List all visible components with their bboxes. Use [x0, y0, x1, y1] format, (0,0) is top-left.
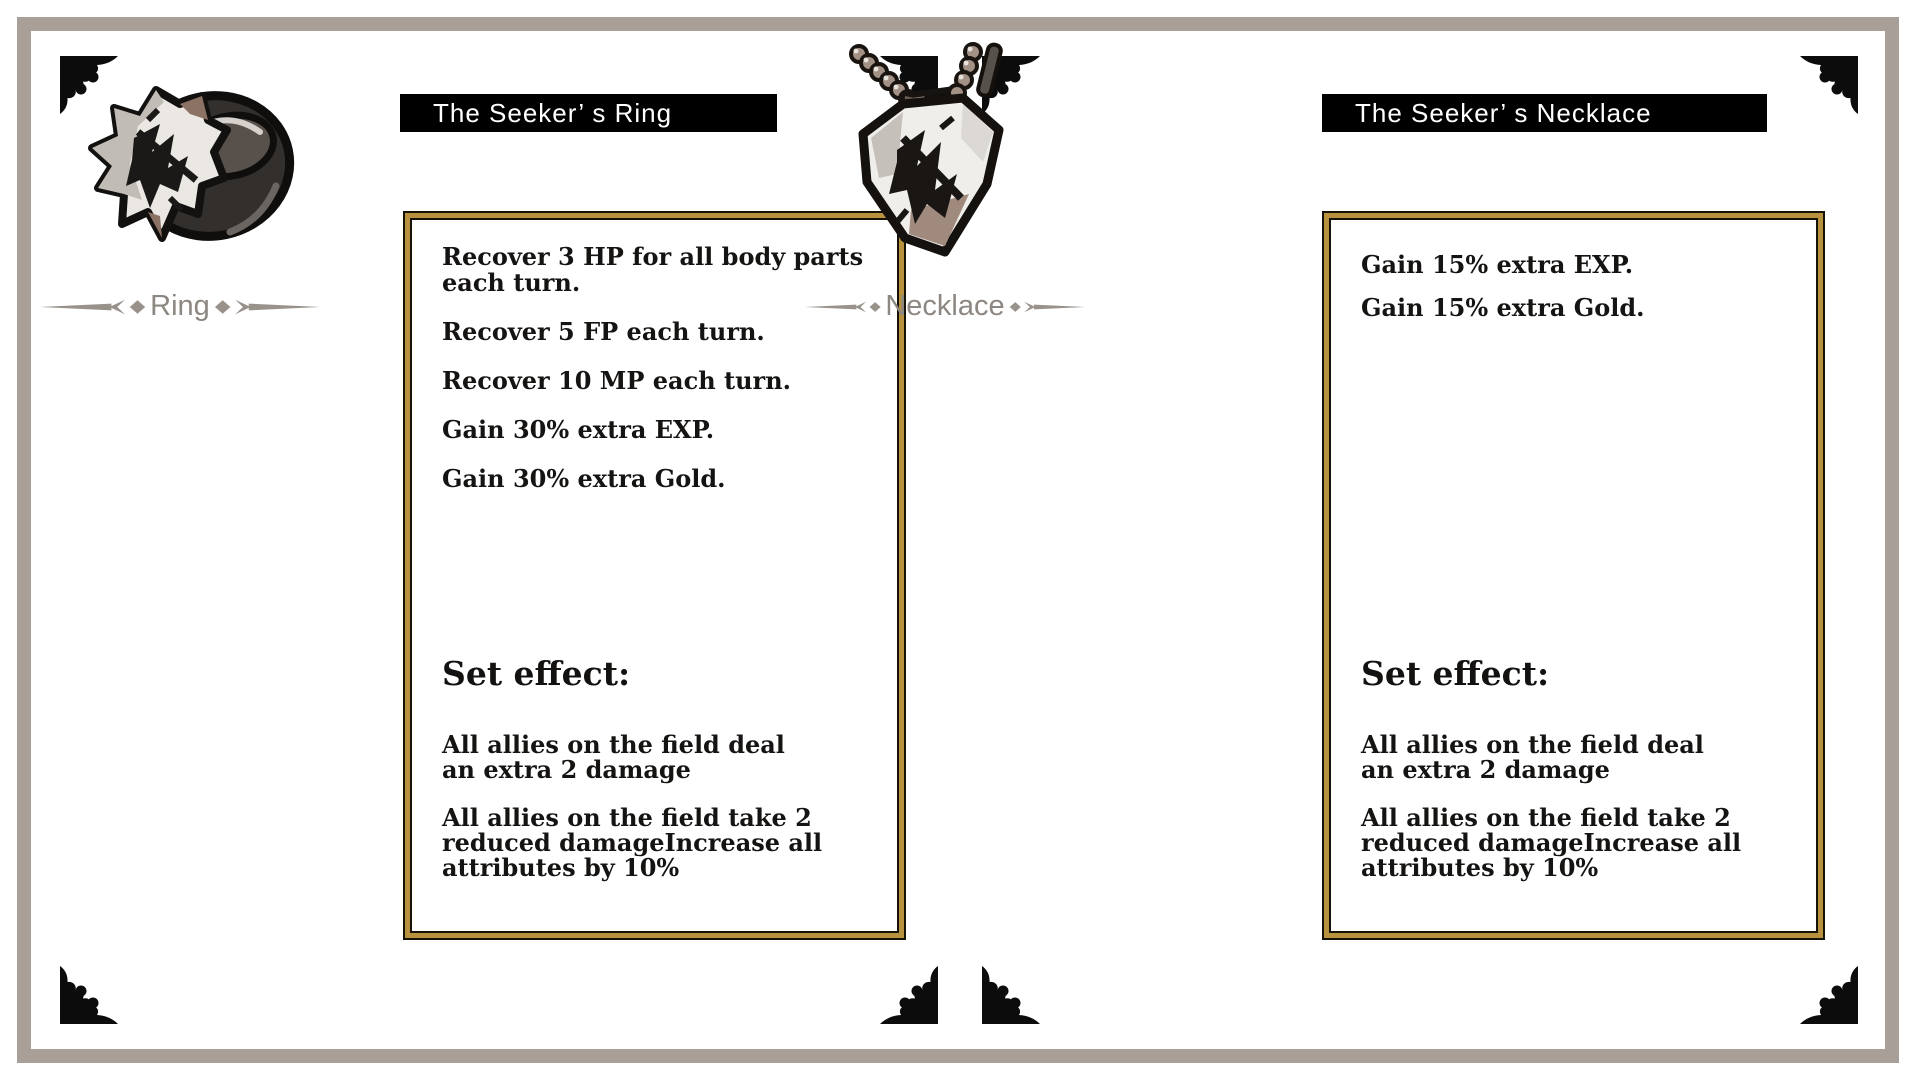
- divider-ornament-icon: [214, 296, 320, 318]
- set-effect-heading: Set effect:: [442, 654, 631, 693]
- ring-title-bar: [400, 94, 777, 132]
- corner-flourish-icon: [1800, 56, 1858, 114]
- effect-line: Recover 3 HP for all body parts each turn.: [442, 242, 864, 297]
- corner-flourish-icon: [880, 966, 938, 1024]
- necklace-title: The Seeker’ s Necklace: [1355, 97, 1652, 128]
- ring-caption: Ring: [150, 290, 210, 322]
- necklace-effect-box: [1329, 218, 1818, 933]
- necklace-caption: Necklace: [885, 290, 1005, 322]
- set-effect-line: All allies on the field deal an extra 2 damage: [442, 730, 785, 784]
- set-effect-line: All allies on the field deal an extra 2 damage: [1361, 730, 1704, 784]
- set-effect-line: All allies on the field take 2 reduced damageIncrease all attributes by 10%: [1361, 803, 1742, 882]
- effect-line: Recover 10 MP each turn.: [442, 366, 791, 395]
- effect-line: Recover 5 FP each turn.: [442, 317, 765, 346]
- effect-line: Gain 15% extra EXP.: [1361, 250, 1634, 279]
- ring-effect-box: [410, 218, 899, 933]
- corner-flourish-icon: [982, 966, 1040, 1024]
- necklace-illustration-icon: [845, 42, 1020, 264]
- ring-caption-row: [40, 290, 320, 323]
- necklace-effect-list: [1361, 252, 1790, 338]
- necklace-set-effect-block: [1361, 654, 1790, 903]
- divider-ornament-icon: [1009, 296, 1085, 318]
- set-effect-heading: Set effect:: [1361, 654, 1550, 693]
- ring-title: The Seeker’ s Ring: [433, 97, 673, 128]
- effect-line: Gain 30% extra EXP.: [442, 415, 715, 444]
- ring-effect-list: [442, 244, 871, 515]
- set-effect-line: All allies on the field take 2 reduced damageIncrease all attributes by 10%: [442, 803, 823, 882]
- ring-set-effect-block: [442, 654, 871, 903]
- divider-ornament-icon: [40, 296, 146, 318]
- ring-illustration-icon: [78, 68, 298, 263]
- corner-flourish-icon: [60, 966, 118, 1024]
- necklace-caption-row: [805, 290, 1085, 323]
- necklace-title-bar: [1322, 94, 1767, 132]
- effect-line: Gain 30% extra Gold.: [442, 464, 726, 493]
- divider-ornament-icon: [805, 296, 881, 318]
- corner-flourish-icon: [1800, 966, 1858, 1024]
- effect-line: Gain 15% extra Gold.: [1361, 293, 1645, 322]
